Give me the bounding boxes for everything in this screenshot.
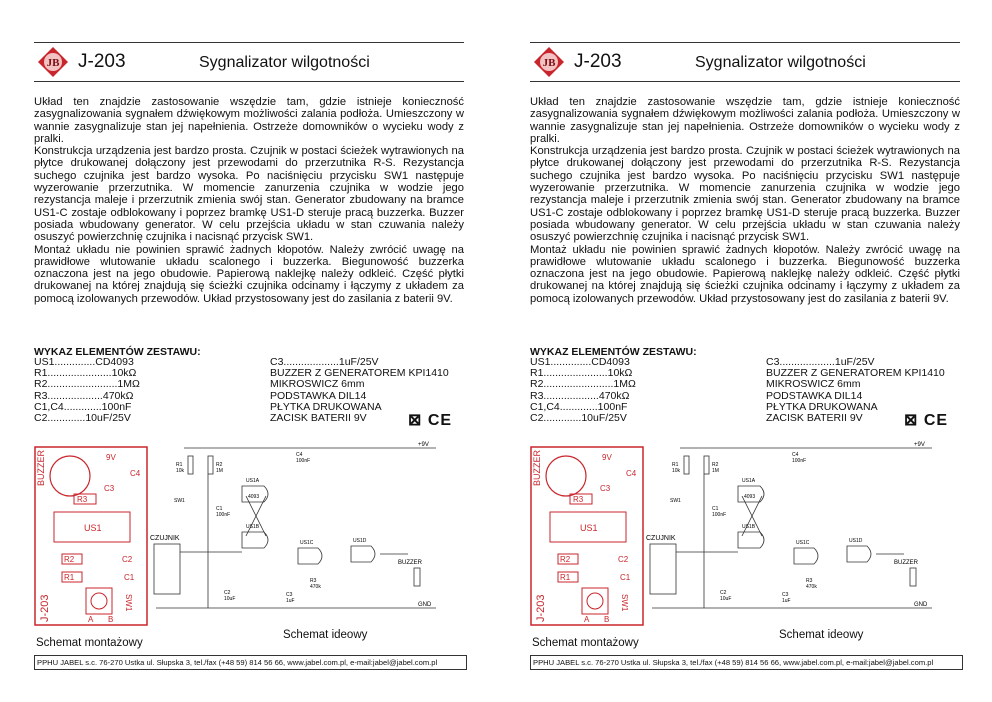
- schematic-label: US1C: [796, 540, 810, 546]
- schematic-label: R1: [176, 462, 183, 468]
- schematic-diagram: [146, 436, 446, 622]
- paragraph: Konstrukcja urządzenia jest bardzo prosta. Czujnik w postaci ścieżek wytrawionych na płytce drukowanej dołączony jest przewodami do przerzutnika R-S. Rezystancja suchego czujnika jest bardzo wysoka. Po naciśnięciu przycisku SW1 następuje wyzerowanie przerzutnika. W momencie zanurzenia czujnika w wodzie jego rezystancja maleje i przerzutnik zmienia swój stan. Generator zbudowany na bramce US1-C zostaje odblokowany i poprzez bramkę US1-D steruje pracą buzzerka. Buzzer posiada wbudowany generator. W celu przejścia układu w stan czuwania należy osuszyć powierzchnię czujnika i nacisnąć przycisk SW1.: [530, 145, 960, 244]
- part-line: MIKROSWICZ 6mm: [766, 378, 861, 391]
- schematic-label: US1A: [246, 478, 260, 484]
- parts-list-left: [34, 357, 140, 424]
- schematic-label: +9V: [914, 442, 925, 448]
- ce-mark: [904, 410, 948, 430]
- schematic-label: US1D: [353, 538, 367, 544]
- parts-list-left: [530, 357, 636, 424]
- schematic-label: CZUJNIK: [150, 535, 180, 542]
- schematic-label: 100nF: [296, 458, 311, 464]
- description: [530, 96, 960, 305]
- part-line: US1..............CD4093: [34, 356, 134, 368]
- part-line: BUZZER Z GENERATOREM KPI1410: [270, 367, 449, 380]
- part-line: PŁYTKA DRUKOWANA: [766, 400, 878, 413]
- schematic-label: 10k: [672, 468, 681, 474]
- paragraph: Układ ten znajdzie zastosowanie wszędzie tam, gdzie istnieje konieczność zasygnalizowania sygnałem dźwiękowym możliwości zalania podłoża. Umieszczony w wannie zasygnalizuje stan jej napełnienia. Ostrzeże domowników o wycieku wody z pralki.: [34, 96, 464, 145]
- pcb-label: R3: [573, 495, 584, 504]
- schematic-label: 10k: [176, 468, 185, 474]
- part-line: ZACISK BATERII 9V: [766, 412, 863, 425]
- caption-assembly: Schemat montażowy: [532, 637, 639, 649]
- pcb-label: C3: [600, 484, 611, 493]
- schematic-label: C2: [720, 590, 727, 596]
- schematic-label: C3: [782, 592, 789, 598]
- schematic-label: C4: [296, 452, 303, 458]
- schematic-label: C3: [286, 592, 293, 598]
- schematic-label: C2: [224, 590, 231, 596]
- pcb-label: A: [584, 615, 590, 624]
- schematic-label: R2: [712, 462, 719, 468]
- schematic-label: US1D: [849, 538, 863, 544]
- jabel-logo-icon: [37, 46, 69, 78]
- pcb-label: SW1: [620, 594, 629, 612]
- schematic-label: US1B: [246, 524, 260, 530]
- ce-mark-text: CE: [427, 412, 453, 429]
- footer: PPHU JABEL s.c. 76-270 Ustka ul. Słupska 3, tel./fax (+48 59) 814 56 66, www.jabel.com.pl, e-mail:jabel@jabel.com.pl: [530, 655, 963, 670]
- paragraph: Montaż układu nie powinien sprawić żadnych kłopotów. Należy zwrócić uwagę na prawidłowe wlutowanie układu scalonego i buzzerka. Biegunowość buzzerka oznaczona jest na jego obudowie. Papierową naklejkę należy odkleić. Część płytki drukowanej na której znajdują się ścieżki czujnika odcinamy i łączymy z układem za pomocą izolowanych przewodów. Układ przystosowany jest do zasilania z baterii 9V.: [530, 243, 960, 305]
- caption-schematic: Schemat ideowy: [283, 629, 368, 641]
- pcb-label: R2: [560, 555, 571, 564]
- schematic-label: 100nF: [792, 458, 807, 464]
- pcb-label: J-203: [535, 594, 547, 622]
- part-line: BUZZER Z GENERATOREM KPI1410: [766, 367, 945, 380]
- pcb-label: C4: [130, 469, 141, 478]
- pcb-label: SW1: [124, 594, 133, 612]
- weee-bin-icon: ⊠: [904, 412, 919, 429]
- logo-letters: JB: [542, 57, 556, 69]
- schematic-label: 470k: [806, 584, 817, 590]
- schematic-diagram: [642, 436, 942, 622]
- pcb-label: US1: [580, 523, 598, 533]
- pcb-label: 9V: [602, 453, 612, 462]
- schematic-label: 4093: [744, 494, 756, 500]
- assembly-diagram: [530, 446, 644, 626]
- pcb-label: C4: [626, 469, 637, 478]
- pcb-label: B: [108, 615, 114, 624]
- product-code: J-203: [78, 51, 126, 72]
- schematic-label: R3: [806, 578, 813, 584]
- pcb-label: C1: [124, 573, 135, 582]
- schematic-label: 1M: [216, 468, 223, 474]
- schematic-label: C1: [712, 506, 719, 512]
- parts-heading: WYKAZ ELEMENTÓW ZESTAWU:: [34, 346, 201, 358]
- schematic-label: BUZZER: [398, 560, 422, 566]
- schematic-label: R3: [310, 578, 317, 584]
- header: [34, 42, 464, 82]
- part-line: MIKROSWICZ 6mm: [270, 378, 365, 391]
- schematic-label: C4: [792, 452, 799, 458]
- schematic-label: +9V: [418, 442, 429, 448]
- product-code: J-203: [574, 51, 622, 72]
- schematic-label: SW1: [670, 498, 681, 504]
- pcb-label: 9V: [106, 453, 116, 462]
- pcb-label: R1: [64, 573, 75, 582]
- part-line: R2........................1MΩ: [530, 378, 636, 391]
- schematic-label: 100nF: [216, 512, 231, 518]
- part-line: R1......................10kΩ: [34, 367, 137, 380]
- schematic-label: BUZZER: [894, 560, 918, 566]
- part-line: C3...................1uF/25V: [270, 356, 379, 368]
- assembly-diagram: [34, 446, 148, 626]
- paragraph: Konstrukcja urządzenia jest bardzo prosta. Czujnik w postaci ścieżek wytrawionych na płytce drukowanej dołączony jest przewodami do przerzutnika R-S. Rezystancja suchego czujnika jest bardzo wysoka. Po naciśnięciu przycisku SW1 następuje wyzerowanie przerzutnika. W momencie zanurzenia czujnika w wodzie jego rezystancja maleje i przerzutnik zmienia swój stan. Generator zbudowany na bramce US1-C zostaje odblokowany i poprzez bramkę US1-D steruje pracą buzzerka. Buzzer posiada wbudowany generator. W celu przejścia układu w stan czuwania należy osuszyć powierzchnię czujnika i nacisnąć przycisk SW1.: [34, 145, 464, 244]
- part-line: R3...................470kΩ: [34, 389, 134, 402]
- schematic-label: US1A: [742, 478, 756, 484]
- pcb-label: B: [604, 615, 610, 624]
- schematic-label: R1: [672, 462, 679, 468]
- weee-bin-icon: ⊠: [408, 412, 423, 429]
- paragraph: Montaż układu nie powinien sprawić żadnych kłopotów. Należy zwrócić uwagę na prawidłowe wlutowanie układu scalonego i buzzerka. Biegunowość buzzerka oznaczona jest na jego obudowie. Papierową naklejkę należy odkleić. Część płytki drukowanej na której znajdują się ścieżki czujnika odcinamy i łączymy z układem za pomocą izolowanych przewodów. Układ przystosowany jest do zasilania z baterii 9V.: [34, 243, 464, 305]
- caption-assembly: Schemat montażowy: [36, 637, 143, 649]
- part-line: C1,C4.............100nF: [34, 400, 132, 413]
- part-line: R3...................470kΩ: [530, 389, 630, 402]
- ce-mark-text: CE: [923, 412, 949, 429]
- pcb-label: BUZZER: [36, 450, 46, 486]
- page-right: [496, 0, 992, 702]
- pcb-label: US1: [84, 523, 102, 533]
- header: [530, 42, 960, 82]
- pcb-label: R3: [77, 495, 88, 504]
- part-line: C1,C4.............100nF: [530, 400, 628, 413]
- schematic-label: 1uF: [782, 598, 791, 604]
- part-line: R1......................10kΩ: [530, 367, 633, 380]
- schematic-label: US1B: [742, 524, 756, 530]
- ce-mark: [408, 410, 452, 430]
- pcb-label: C2: [618, 555, 629, 564]
- pcb-label: C2: [122, 555, 133, 564]
- paragraph: Układ ten znajdzie zastosowanie wszędzie tam, gdzie istnieje konieczność zasygnalizowania sygnałem dźwiękowym możliwości zalania podłoża. Umieszczony w wannie zasygnalizuje stan jej napełnienia. Ostrzeże domowników o wycieku wody z pralki.: [530, 96, 960, 145]
- schematic-label: 10uF: [224, 596, 236, 602]
- part-line: C2.............10uF/25V: [34, 412, 131, 425]
- part-line: PODSTAWKA DIL14: [766, 389, 863, 402]
- part-line: R2........................1MΩ: [34, 378, 140, 391]
- schematic-label: 1M: [712, 468, 719, 474]
- part-line: PŁYTKA DRUKOWANA: [270, 400, 382, 413]
- logo-letters: JB: [46, 57, 60, 69]
- parts-heading: WYKAZ ELEMENTÓW ZESTAWU:: [530, 346, 697, 358]
- schematic-label: C1: [216, 506, 223, 512]
- part-line: C2.............10uF/25V: [530, 412, 627, 425]
- page-title: Sygnalizator wilgotności: [695, 54, 866, 71]
- schematic-label: CZUJNIK: [646, 535, 676, 542]
- schematic-label: 100nF: [712, 512, 727, 518]
- pcb-label: R2: [64, 555, 75, 564]
- schematic-label: SW1: [174, 498, 185, 504]
- part-line: ZACISK BATERII 9V: [270, 412, 367, 425]
- schematic-label: R2: [216, 462, 223, 468]
- description: [34, 96, 464, 305]
- caption-schematic: Schemat ideowy: [779, 629, 864, 641]
- part-line: US1..............CD4093: [530, 356, 630, 368]
- pcb-label: J-203: [39, 594, 51, 622]
- pcb-label: R1: [560, 573, 571, 582]
- footer: PPHU JABEL s.c. 76-270 Ustka ul. Słupska 3, tel./fax (+48 59) 814 56 66, www.jabel.com.pl, e-mail:jabel@jabel.com.pl: [34, 655, 467, 670]
- jabel-logo-icon: [533, 46, 565, 78]
- schematic-label: 470k: [310, 584, 321, 590]
- pcb-label: C1: [620, 573, 631, 582]
- part-line: PODSTAWKA DIL14: [270, 389, 367, 402]
- schematic-label: US1C: [300, 540, 314, 546]
- pcb-label: BUZZER: [532, 450, 542, 486]
- schematic-label: GND: [914, 602, 928, 608]
- pcb-label: A: [88, 615, 94, 624]
- schematic-label: 1uF: [286, 598, 295, 604]
- part-line: C3...................1uF/25V: [766, 356, 875, 368]
- pcb-label: C3: [104, 484, 115, 493]
- schematic-label: 4093: [248, 494, 260, 500]
- schematic-label: 10uF: [720, 596, 732, 602]
- page-title: Sygnalizator wilgotności: [199, 54, 370, 71]
- schematic-label: GND: [418, 602, 432, 608]
